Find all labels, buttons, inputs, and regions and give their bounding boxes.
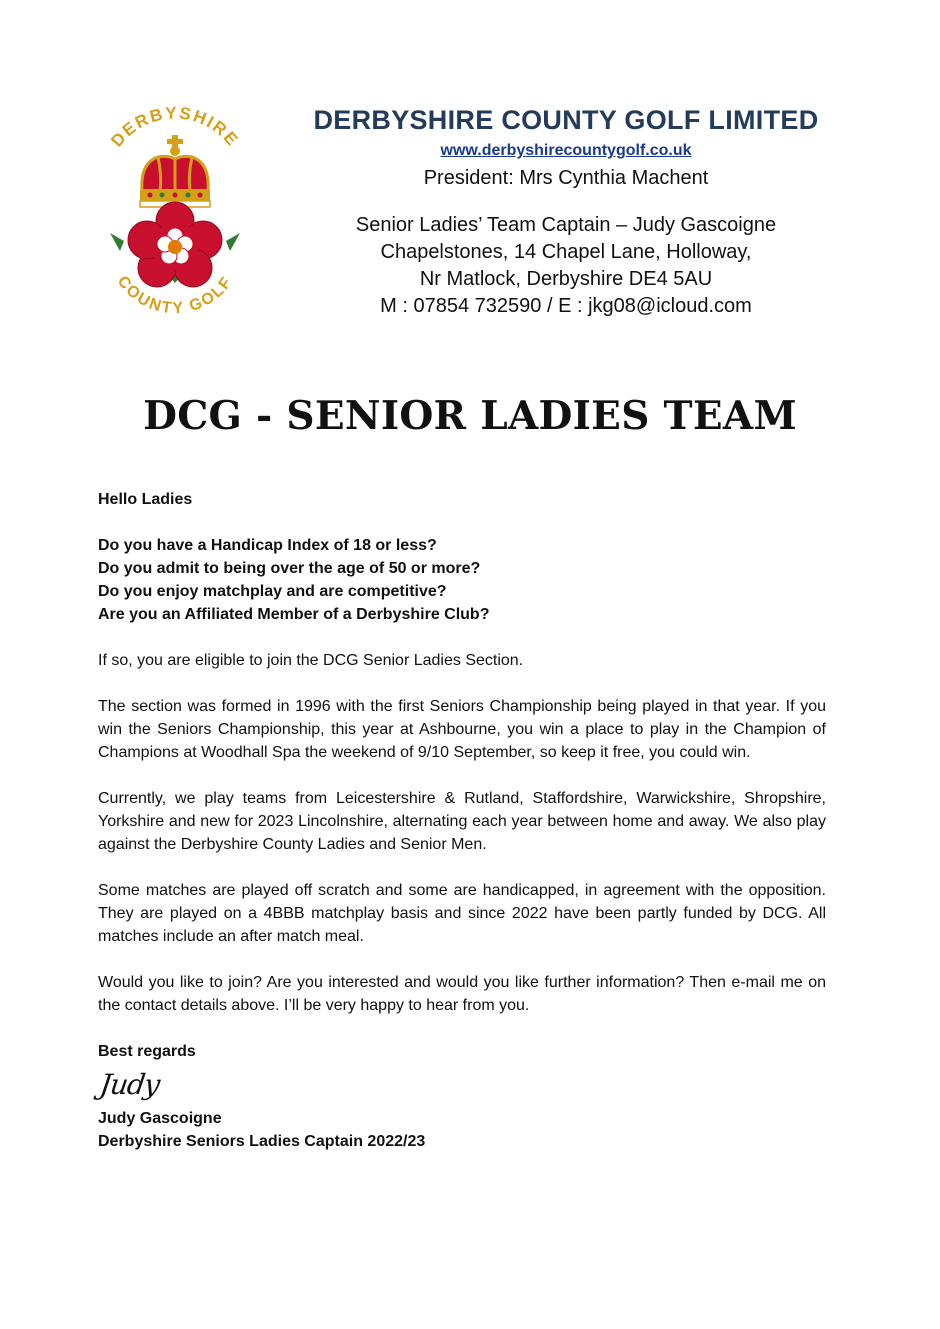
contact-block <box>300 212 832 320</box>
rose-icon <box>110 202 240 287</box>
question-item: Do you enjoy matchplay and are competitive? <box>98 583 447 600</box>
history-paragraph: The section was formed in 1996 with the first Seniors Championship being played in that year. If you win the Seniors Championship, this year at Ashbourne, you win a place to play in the Champion of Champions at Woodhall Spa the weekend of 9/10 September, so keep it free, you could win. <box>98 698 826 761</box>
logo-top-text: DERBYSHIRE <box>107 105 243 151</box>
questions-list <box>98 534 826 626</box>
invitation-paragraph: Would you like to join? Are you interested and would you like further information? Then e-mail me on the contact details above. I’ll be very happy to hear from you. <box>98 974 826 1014</box>
phone-email-line: M : 07854 732590 / E : jkg08@icloud.com <box>380 295 752 317</box>
captain-line: Senior Ladies’ Team Captain – Judy Gascoigne <box>355 214 777 236</box>
address-line-1: Chapelstones, 14 Chapel Lane, Holloway, <box>380 241 752 263</box>
letterhead <box>300 100 832 320</box>
president-line: President: Mrs Cynthia Machent <box>423 167 709 189</box>
signatory-role: Derbyshire Seniors Ladies Captain 2022/23 <box>98 1133 426 1150</box>
organisation-name: DERBYSHIRE COUNTY GOLF LIMITED <box>313 105 819 135</box>
question-item: Are you an Affiliated Member of a Derbyshire Club? <box>98 606 490 623</box>
teams-paragraph: Currently, we play teams from Leicestershire & Rutland, Staffordshire, Warwickshire, Shropshire, Yorkshire and new for 2023 Lincolnshire, alternating each year between home and away. We also play against the Derbyshire County Ladies and Senior Men. <box>98 790 826 853</box>
letter-body <box>98 488 826 1153</box>
page-title: DCG - SENIOR LADIES TEAM <box>143 393 797 439</box>
question-item: Do you admit to being over the age of 50 or more? <box>98 560 481 577</box>
handwritten-signature: Judy <box>97 1068 162 1101</box>
matches-paragraph: Some matches are played off scratch and some are handicapped, in agreement with the opposition. They are played on a 4BBB matchplay basis and since 2022 have been partly funded by DCG. All matches include an after match meal. <box>98 882 826 945</box>
crown-icon <box>140 135 210 207</box>
address-line-2: Nr Matlock, Derbyshire DE4 5AU <box>419 268 713 290</box>
greeting: Hello Ladies <box>98 491 193 508</box>
county-crest-logo <box>100 105 250 330</box>
question-item: Do you have a Handicap Index of 18 or less? <box>98 537 437 554</box>
closing: Best regards <box>98 1043 196 1060</box>
eligibility-paragraph: If so, you are eligible to join the DCG Senior Ladies Section. <box>98 652 524 669</box>
signatory-name: Judy Gascoigne <box>98 1110 222 1127</box>
website-link[interactable]: www.derbyshirecountygolf.co.uk <box>440 142 692 159</box>
logo-bottom-text: COUNTY GOLF <box>113 273 237 318</box>
